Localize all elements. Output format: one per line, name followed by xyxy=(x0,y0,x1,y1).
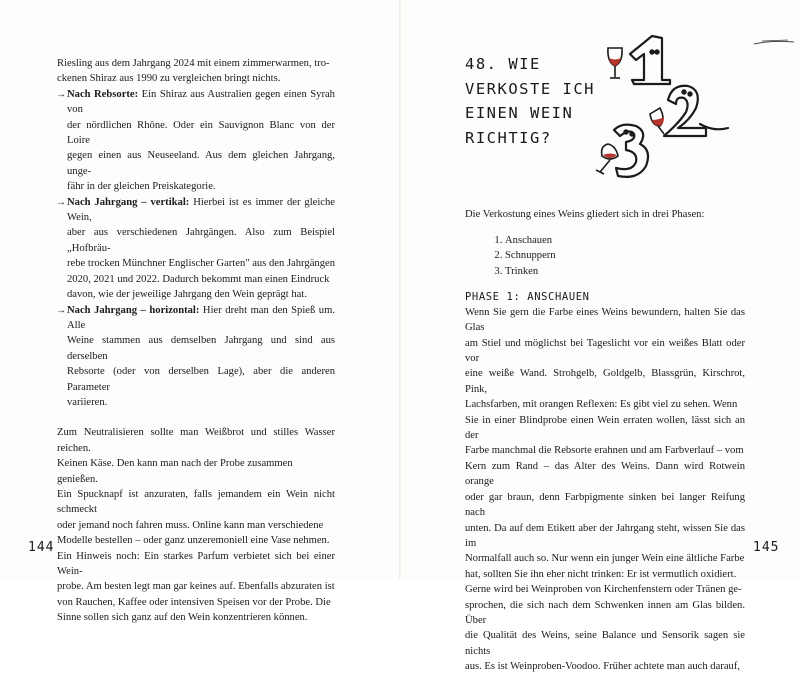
phase-body xyxy=(465,305,745,675)
item-heading: Nach Rebsorte: xyxy=(67,88,139,100)
body-line: oder gar braun, denn Farbpigmente sinken bei langer Reifung nach xyxy=(465,491,745,519)
item-line: Hierbei ist es immer der gleiche Wein, xyxy=(67,196,335,224)
page-number-right: 145 xyxy=(753,540,780,555)
title-line: 48. WIE xyxy=(465,55,541,73)
item-line: Weine stammen aus demselben Jahrgang und sind aus derselben xyxy=(67,335,335,362)
para-line: Ein Spucknapf ist anzuraten, falls jemandem ein Wein nicht schmeckt xyxy=(57,488,335,516)
para-line: Modelle bestellen – oder ganz unzeremoniell eine Vase nehmen. xyxy=(57,535,330,547)
para-line: oder jemand noch fahren muss. Online kann man verschiedene xyxy=(57,519,324,531)
list-item: 2. Schnuppern xyxy=(505,248,745,263)
item-line: variieren. xyxy=(67,396,108,408)
phases-list xyxy=(465,233,745,279)
item-line: rebe trocken Münchner Englischer Garten" aus den Jahrgängen xyxy=(67,258,335,270)
phases-intro: Die Verkostung eines Weins gliedert sich in drei Phasen: xyxy=(465,209,705,220)
item-heading: Nach Jahrgang – vertikal: xyxy=(67,196,190,208)
item-line: gegen einen aus Neuseeland. Aus dem gleichen Jahrgang, unge- xyxy=(67,150,335,177)
para-line: probe. Am besten legt man gar keines auf. Ebenfalls abzuraten ist xyxy=(57,581,335,593)
intro-line-1: Riesling aus dem Jahrgang 2024 mit einem zimmerwarmen, tro- xyxy=(57,58,330,69)
title-line: VERKOSTE ICH xyxy=(465,79,595,98)
arrow-right-icon: → xyxy=(56,304,66,316)
body-line: Wenn Sie gern die Farbe eines Weins bewundern, halten Sie das Glas xyxy=(465,306,745,334)
para-line: Ein Hinweis noch: Ein starkes Parfum verbietet sich bei einer Wein- xyxy=(57,550,335,577)
body-line: Sie in einer Blindprobe einen Wein erraten wollen, lässt sich an der xyxy=(465,414,745,442)
body-line: Gerne wird bei Weinproben von Kirchenfenstern oder Tränen ge- xyxy=(465,584,742,596)
para-line: von Rauchen, Kaffee oder intensiven Speisen vor der Probe. Die xyxy=(57,596,331,608)
left-page-text xyxy=(57,56,335,626)
paragraph-neutralisieren xyxy=(57,425,335,625)
number-two-figure xyxy=(664,86,728,136)
item-line: aber aus verschiedenen Jahrgängen. Also zum Beispiel „Hofbräu- xyxy=(67,227,335,254)
body-line: am Stiel und möglichst bei Tageslicht vor ein weißes Blatt oder vor xyxy=(465,337,745,365)
item-line: Ein Shiraz aus Australien gegen einen Syrah von xyxy=(67,88,335,116)
body-line: hat, sollten Sie ihn eher nicht trinken: Er ist vermutlich oxidiert. xyxy=(465,568,737,580)
number-one-figure xyxy=(630,36,670,84)
item-line: Hier dreht man den Spieß um. Alle xyxy=(67,304,335,331)
para-line: Sinne sollen sich ganz auf den Wein konzentrieren können. xyxy=(57,612,308,624)
body-line: Kern zum Rand – das Alter des Weins. Dann wird Rotwein orange xyxy=(465,460,745,488)
arrow-right-icon: → xyxy=(56,88,66,100)
number-three-figure xyxy=(614,125,648,177)
numbers-illustration xyxy=(560,28,740,188)
list-item-vertikal xyxy=(57,195,335,303)
item-line: 2020, 2021 und 2022. Dadurch bekommt man einen Eindruck xyxy=(67,273,330,285)
list-item-horizontal xyxy=(57,303,335,411)
intro-line-2: ckenen Shiraz aus 1990 zu vergleichen bringt nichts. xyxy=(57,73,281,85)
item-line: der nördlichen Rhône. Oder ein Sauvignon Blanc von der Loire xyxy=(67,119,335,147)
left-page xyxy=(0,0,400,624)
body-line: eine weiße Wand. Strohgelb, Goldgelb, Blassgrün, Kirschrot, Pink, xyxy=(465,368,745,395)
right-page-text xyxy=(465,207,745,675)
item-line: Rebsorte (oder von derselben Lage), aber die anderen Parameter xyxy=(67,366,335,393)
body-line: sprochen, die sich nach dem Schwenken innen am Glas bilden. Über xyxy=(465,599,745,626)
page-number-left: 144 xyxy=(28,540,55,555)
title-line: EINEN WEIN xyxy=(465,104,574,122)
wine-glass-icon xyxy=(608,48,622,78)
body-line: aus. Es ist Weinproben-Voodoo. Früher achtete man auch darauf, xyxy=(465,661,740,673)
item-heading: Nach Jahrgang – horizontal: xyxy=(67,304,200,316)
body-line: unten. Da auf dem Etikett aber der Jahrgang steht, wissen Sie das im xyxy=(465,522,745,549)
wine-glass-icon xyxy=(596,144,618,174)
phase-heading: PHASE 1: ANSCHAUEN xyxy=(465,290,590,303)
list-item: 3. Trinken xyxy=(505,264,745,279)
body-line: Lachsfarben, mit orangen Reflexen: Es gibt viel zu sehen. Wenn xyxy=(465,399,738,411)
item-line: davon, wie der jeweilige Jahrgang den Wein geprägt hat. xyxy=(67,289,307,301)
corner-line-decoration xyxy=(752,36,796,48)
list-item-rebsorte xyxy=(57,87,335,195)
body-line: Normalfall auch so. Nur wenn ein junger Wein eine ältliche Farbe xyxy=(465,553,745,565)
wine-glass-icon xyxy=(650,108,664,134)
para-line: Keinen Käse. Den kann man nach der Probe zusammen genießen. xyxy=(57,458,293,485)
list-item: 1. Anschauen xyxy=(505,233,745,248)
body-line: Farbe manchmal die Rebsorte erahnen und am Farbverlauf – vom xyxy=(465,445,744,457)
title-line: RICHTIG? xyxy=(465,128,552,147)
item-line: fähr in der gleichen Preiskategorie. xyxy=(67,181,216,193)
para-line: Zum Neutralisieren sollte man Weißbrot und stilles Wasser reichen. xyxy=(57,427,335,454)
arrow-right-icon: → xyxy=(56,196,66,208)
body-line: die Qualität des Weins, seine Balance und Sensorik sagen sie nichts xyxy=(465,630,745,657)
